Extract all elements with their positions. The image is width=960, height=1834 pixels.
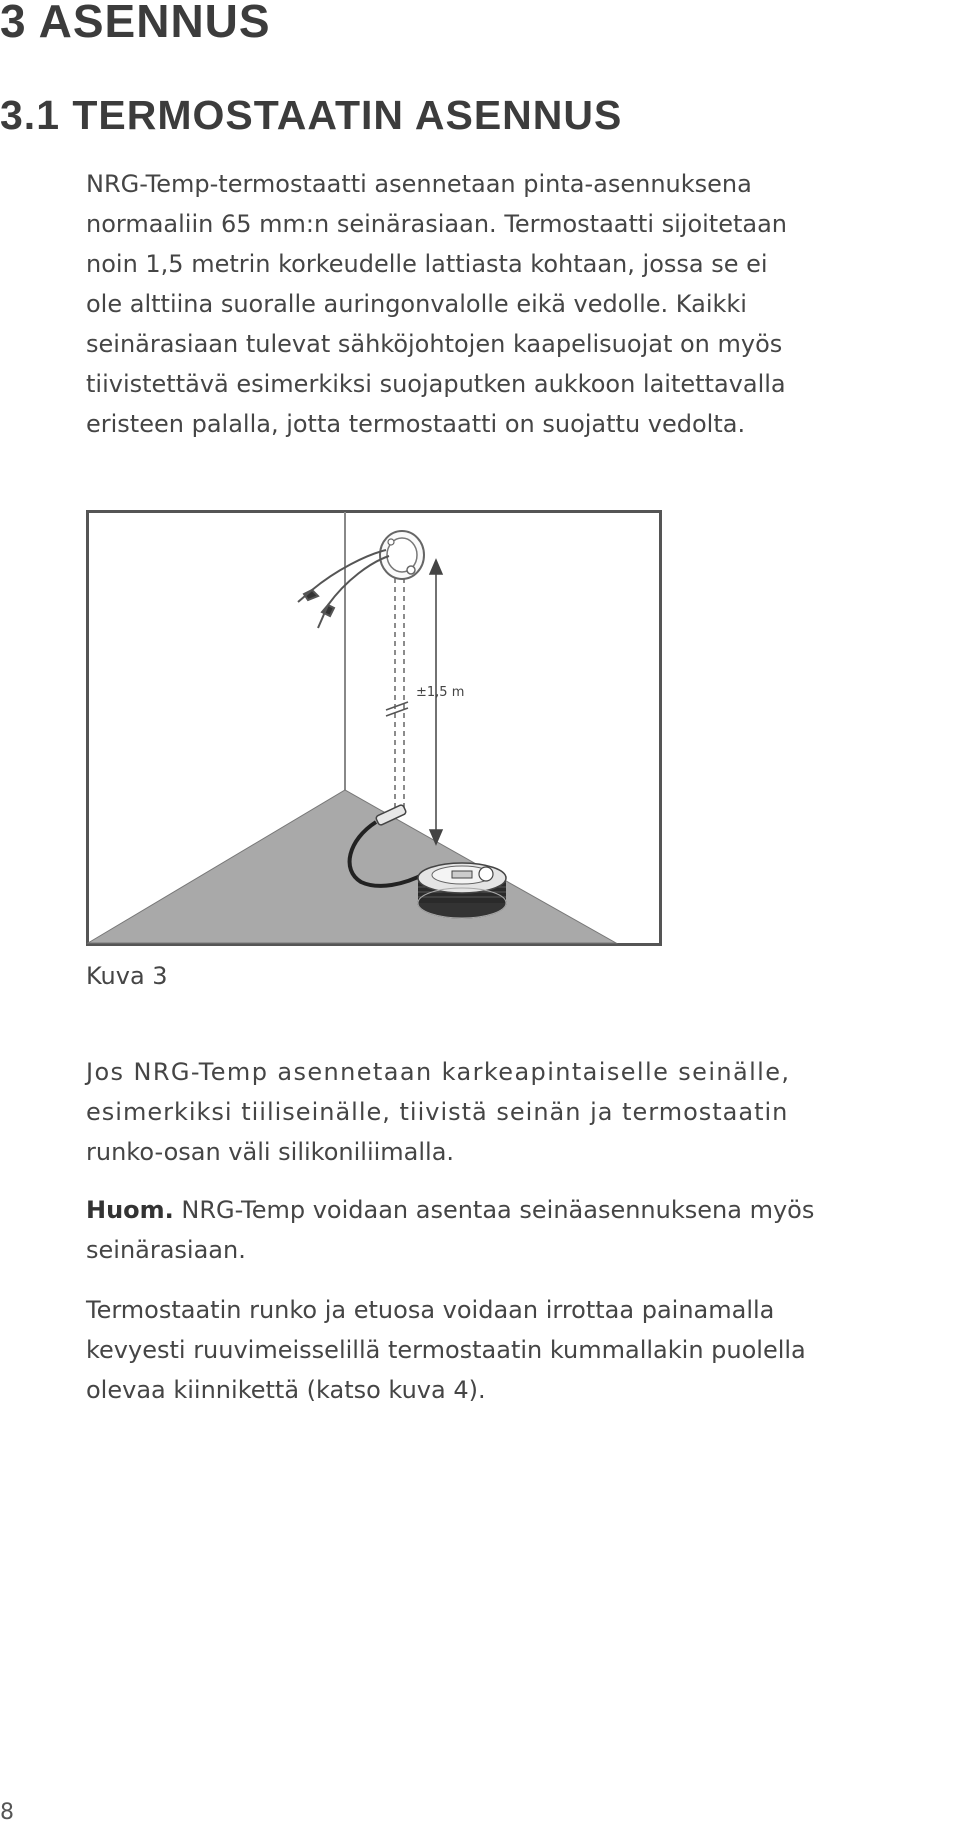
note-text: NRG-Temp voidaan asentaa seinäasennuksena myös [173, 1196, 815, 1224]
note-line [86, 1190, 960, 1230]
height-label: ±1,5 m [416, 685, 465, 700]
note-label: Huom. [86, 1196, 174, 1224]
figure-caption: Kuva 3 [86, 962, 168, 990]
paragraph-line: Termostaatin runko ja etuosa voidaan irrottaa painamalla [86, 1296, 775, 1324]
wall-outlet-icon [380, 531, 424, 579]
paragraph-line: olevaa kiinnikettä (katso kuva 4). [86, 1376, 486, 1404]
cable-coil-icon [418, 863, 506, 918]
intro-line: eristeen palalla, jotta termostaatti on suojattu vedolta. [86, 410, 746, 438]
intro-line: normaaliin 65 mm:n seinärasiaan. Termostaatti sijoitetaan [86, 210, 788, 238]
chapter-heading: 3 ASENNUS [0, 0, 271, 47]
intro-line: ole alttiina suoralle auringonvalolle eikä vedolle. Kaikki [86, 290, 747, 318]
intro-line: seinärasiaan tulevat sähköjohtojen kaapelisuojat on myös [86, 330, 783, 358]
paragraph-line: Jos NRG-Temp asennetaan karkeapintaiselle seinälle, [86, 1058, 791, 1086]
intro-line: tiivistettävä esimerkiksi suojaputken aukkoon laitettavalla [86, 370, 786, 398]
rough-wall-paragraph [86, 1052, 960, 1172]
intro-paragraph [86, 164, 960, 444]
removal-paragraph [86, 1290, 960, 1410]
note-line: seinärasiaan. [86, 1236, 246, 1264]
note-paragraph [86, 1190, 960, 1270]
installation-illustration [86, 510, 662, 946]
intro-line: NRG-Temp-termostaatti asennetaan pinta-asennuksena [86, 170, 752, 198]
section-heading: 3.1 TERMOSTAATIN ASENNUS [0, 92, 623, 138]
intro-line: noin 1,5 metrin korkeudelle lattiasta kohtaan, jossa se ei [86, 250, 768, 278]
paragraph-line: esimerkiksi tiiliseinälle, tiivistä seinän ja termostaatin [86, 1098, 789, 1126]
page-number: 8 [0, 1800, 14, 1825]
paragraph-line: kevyesti ruuvimeisselillä termostaatin kummallakin puolella [86, 1336, 806, 1364]
paragraph-line: runko-osan väli silikoniliimalla. [86, 1138, 455, 1166]
